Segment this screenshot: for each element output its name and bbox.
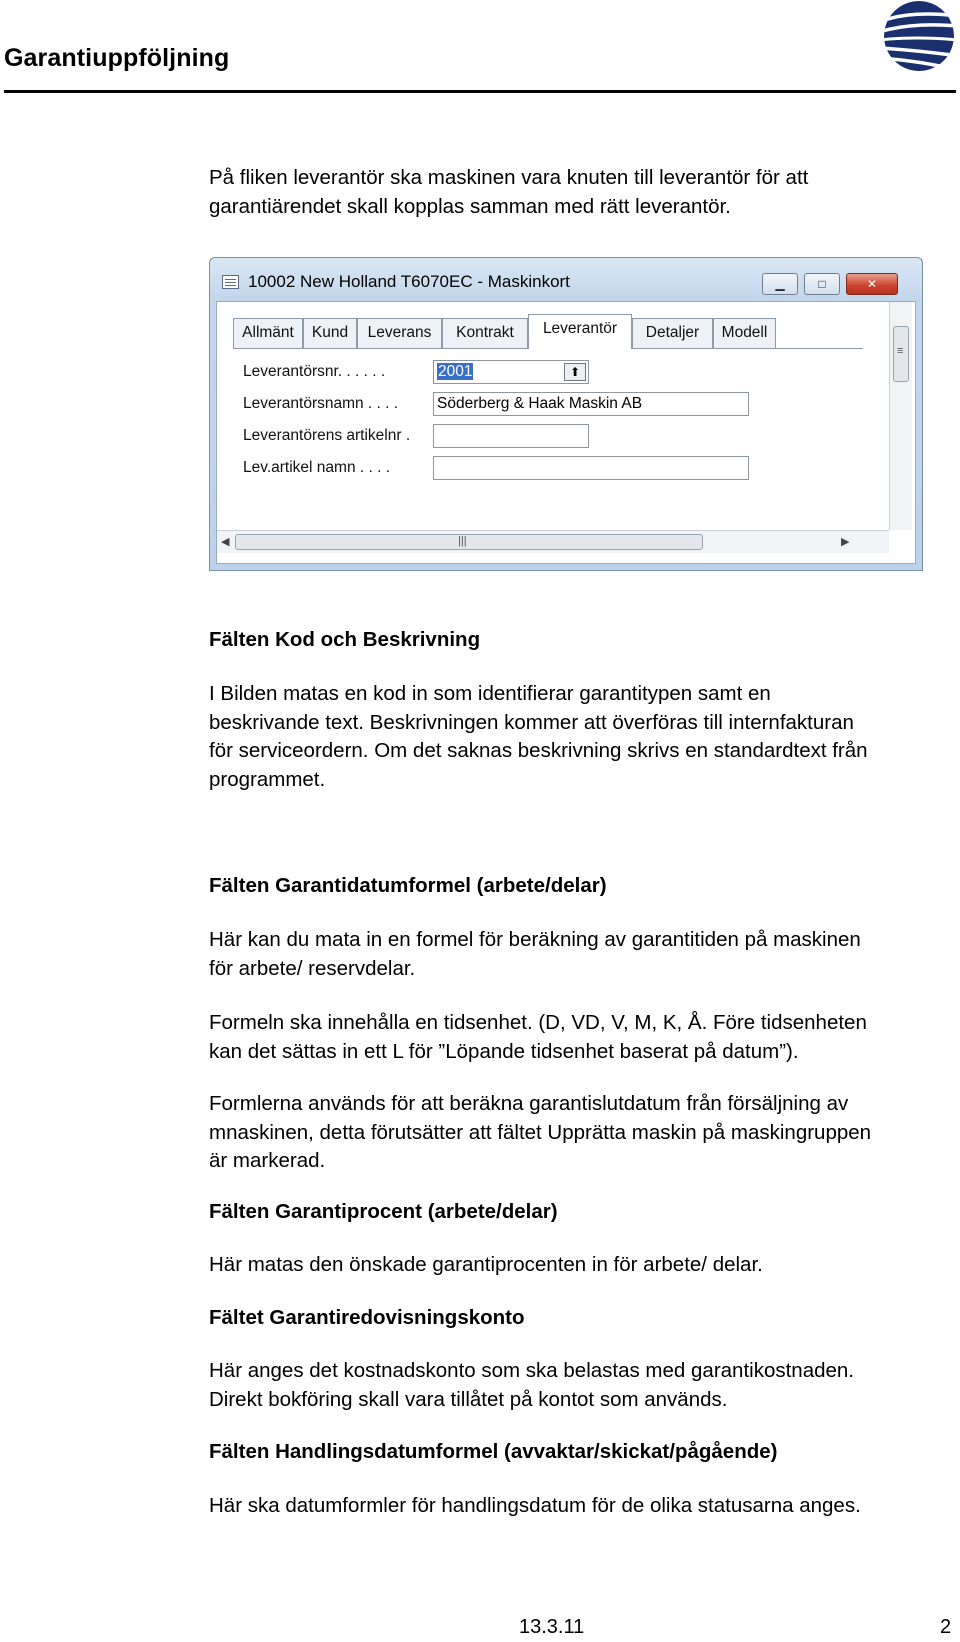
app-icon (222, 275, 239, 289)
paragraph-line: kan det sättas in ett L för ”Löpande tidsenhet baserat på datum”). (209, 1039, 799, 1063)
vertical-scroll-thumb[interactable] (893, 326, 909, 382)
footer-date: 13.3.11 (519, 1616, 585, 1638)
paragraph-line: Här kan du mata in en formel för beräkning av garantitiden på maskinen (209, 928, 861, 951)
page-number: 2 (940, 1616, 952, 1638)
section-paragraph (209, 926, 949, 983)
intro-paragraph (209, 164, 949, 221)
intro-line: garantiärendet skall kopplas samman med rätt leverantör. (209, 194, 731, 218)
section-paragraph (209, 1251, 949, 1280)
artikel-namn-input[interactable] (433, 456, 749, 480)
grip-icon: ≡ (897, 345, 904, 357)
section-heading: Fälten Garantidatumformel (arbete/delar) (209, 874, 607, 897)
paragraph-line: för arbete/ reservdelar. (209, 956, 416, 980)
minimize-button[interactable]: ▁ (762, 273, 798, 295)
section-heading: Fälten Garantiprocent (arbete/delar) (209, 1200, 558, 1223)
paragraph-line: beskrivande text. Beskrivningen kommer att överföras till internfakturan (209, 710, 854, 734)
intro-line: På fliken leverantör ska maskinen vara knuten till leverantör för att (209, 166, 809, 189)
paragraph-line: Direkt bokföring skall vara tillåtet på kontot som används. (209, 1387, 728, 1411)
tab-leverans[interactable]: Leverans (357, 318, 442, 348)
field-label-artikel-namn: Lev.artikel namn . . . . (243, 459, 391, 476)
maskinkort-window (209, 257, 923, 571)
tab-leverantor[interactable]: Leverantör (528, 314, 632, 349)
leverantorsnamn-input[interactable]: Söderberg & Haak Maskin AB (433, 392, 749, 416)
field-label-leverantorsnr: Leverantörsnr. . . . . . (243, 363, 386, 380)
tab-allmant[interactable]: Allmänt (233, 318, 303, 348)
section-paragraph (209, 680, 949, 794)
paragraph-line: I Bilden matas en kod in som identifierar garantitypen samt en (209, 682, 771, 705)
paragraph-line: Här ska datumformler för handlingsdatum för de olika statusarna anges. (209, 1494, 861, 1517)
section-heading: Fälten Handlingsdatumformel (avvaktar/skickat/pågående) (209, 1440, 778, 1463)
paragraph-line: Här anges det kostnadskonto som ska belastas med garantikostnaden. (209, 1359, 854, 1382)
scroll-right-icon[interactable]: ▶ (841, 536, 850, 548)
horizontal-scroll-thumb[interactable] (235, 534, 703, 550)
leverantorsnr-input[interactable] (433, 360, 589, 384)
tab-detaljer[interactable]: Detaljer (632, 318, 713, 348)
page-title: Garantiuppföljning (4, 44, 230, 72)
window-client-area (216, 301, 916, 564)
paragraph-line: mnaskinen, detta förutsätter att fältet Upprätta maskin på maskingruppen (209, 1120, 872, 1144)
horizontal-scrollbar[interactable] (217, 530, 889, 553)
tab-kontrakt[interactable]: Kontrakt (442, 318, 528, 348)
paragraph-line: Formeln ska innehålla en tidsenhet. (D, VD, V, M, K, Å. Före tidsenheten (209, 1011, 867, 1034)
vertical-scrollbar[interactable] (889, 302, 912, 530)
maximize-button[interactable]: □ (804, 273, 840, 295)
lookup-arrow-icon[interactable]: ⬆ (564, 363, 586, 381)
paragraph-line: är markerad. (209, 1149, 326, 1172)
grip-icon: ||| (458, 535, 467, 547)
paragraph-line: Formlerna används för att beräkna garantislutdatum från försäljning av (209, 1092, 849, 1115)
artikelnr-input[interactable] (433, 424, 589, 448)
field-label-artikelnr: Leverantörens artikelnr . (243, 427, 411, 444)
header-divider (4, 90, 956, 93)
section-paragraph (209, 1090, 949, 1176)
section-paragraph (209, 1492, 949, 1521)
tab-kund[interactable]: Kund (303, 318, 357, 348)
section-paragraph (209, 1009, 949, 1066)
window-title: 10002 New Holland T6070EC - Maskinkort (248, 272, 570, 291)
window-titlebar (210, 258, 922, 296)
section-paragraph (209, 1357, 949, 1414)
field-label-leverantorsnamn: Leverantörsnamn . . . . (243, 395, 399, 412)
scroll-left-icon[interactable]: ◀ (221, 536, 230, 548)
company-logo (879, 0, 955, 72)
leverantorsnr-value: 2001 (438, 363, 473, 380)
section-heading: Fältet Garantiredovisningskonto (209, 1306, 525, 1329)
paragraph-line: programmet. (209, 767, 326, 791)
tab-modell[interactable]: Modell (713, 318, 776, 348)
paragraph-line: Här matas den önskade garantiprocenten in för arbete/ delar. (209, 1253, 763, 1276)
paragraph-line: för serviceordern. Om det saknas beskrivning skrivs en standardtext från (209, 739, 868, 762)
section-heading: Fälten Kod och Beskrivning (209, 628, 481, 651)
close-button[interactable]: ✕ (846, 273, 898, 295)
